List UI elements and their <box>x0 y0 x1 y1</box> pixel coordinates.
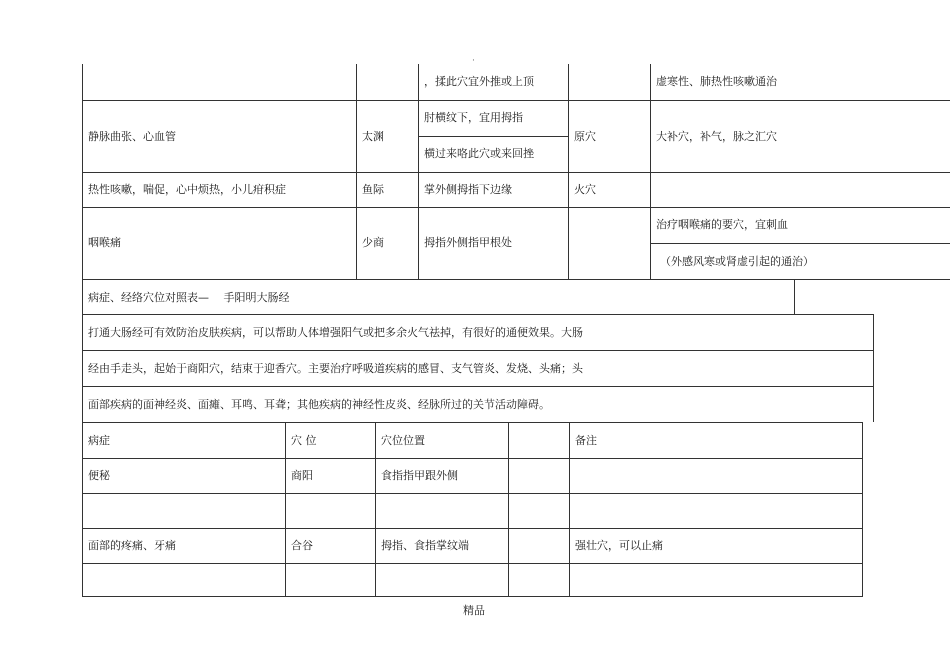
cell-position: 食指指甲跟外侧 <box>381 469 458 482</box>
page-dot: · <box>472 56 475 66</box>
header-symptom: 病症 <box>88 434 110 447</box>
intro-line: 经由手走头，起始于商阳穴，结束于迎香穴。主要治疗呼吸道疾病的感冒、支气管炎、发烧、头痛；头 <box>88 362 583 375</box>
cell-type: 火穴 <box>574 183 596 196</box>
cell-symptom: 热性咳嗽，喘促，心中烦热，小儿疳积症 <box>88 183 286 196</box>
cell-symptom: 咽喉痛 <box>88 236 121 249</box>
cell-symptom: 静脉曲张、心血管 <box>88 130 176 143</box>
cell-note: （外感风寒或肾虚引起的通治） <box>660 255 814 268</box>
cell-position: 横过来咯此穴或来回挫 <box>424 147 534 160</box>
cell-acupoint: 少商 <box>362 236 384 249</box>
cell-symptom: 面部的疼痛、牙痛 <box>88 539 176 552</box>
header-acupoint: 穴 位 <box>291 434 317 447</box>
header-note: 备注 <box>575 434 597 447</box>
cell-note: 治疗咽喉痛的要穴，宜刺血 <box>656 218 788 231</box>
cell-type: 原穴 <box>574 130 596 143</box>
cell-position: ，揉此穴宜外推或上顶 <box>424 75 534 88</box>
intro-line: 打通大肠经可有效防治皮肤疾病，可以帮助人体增强阳气或把多余火气祛掉，有很好的通便效果。大肠 <box>88 326 583 339</box>
intro-line: 面部疾病的面神经炎、面瘫、耳鸣、耳聋；其他疾病的神经性皮炎、经脉所过的关节活动障碍。 <box>88 398 550 411</box>
cell-acupoint: 太渊 <box>362 130 384 143</box>
cell-acupoint: 合谷 <box>291 539 313 552</box>
header-position: 穴位位置 <box>381 434 425 447</box>
cell-note: 强壮穴，可以止痛 <box>575 539 663 552</box>
section-title: 病症、经络穴位对照表— 手阳明大肠经 <box>88 291 290 304</box>
cell-symptom: 便秘 <box>88 469 110 482</box>
cell-position: 拇指、食指掌纹端 <box>381 539 469 552</box>
footer-label: 精品 <box>463 604 485 617</box>
cell-acupoint: 商阳 <box>291 469 313 482</box>
cell-position: 拇指外侧指甲根处 <box>424 236 512 249</box>
cell-position: 肘横纹下，宜用拇指 <box>424 111 523 124</box>
cell-position: 掌外侧拇指下边缘 <box>424 183 512 196</box>
cell-acupoint: 鱼际 <box>362 183 384 196</box>
cell-note: 虚寒性、肺热性咳嗽通治 <box>656 75 777 88</box>
cell-note: 大补穴，补气，脉之汇穴 <box>656 130 777 143</box>
